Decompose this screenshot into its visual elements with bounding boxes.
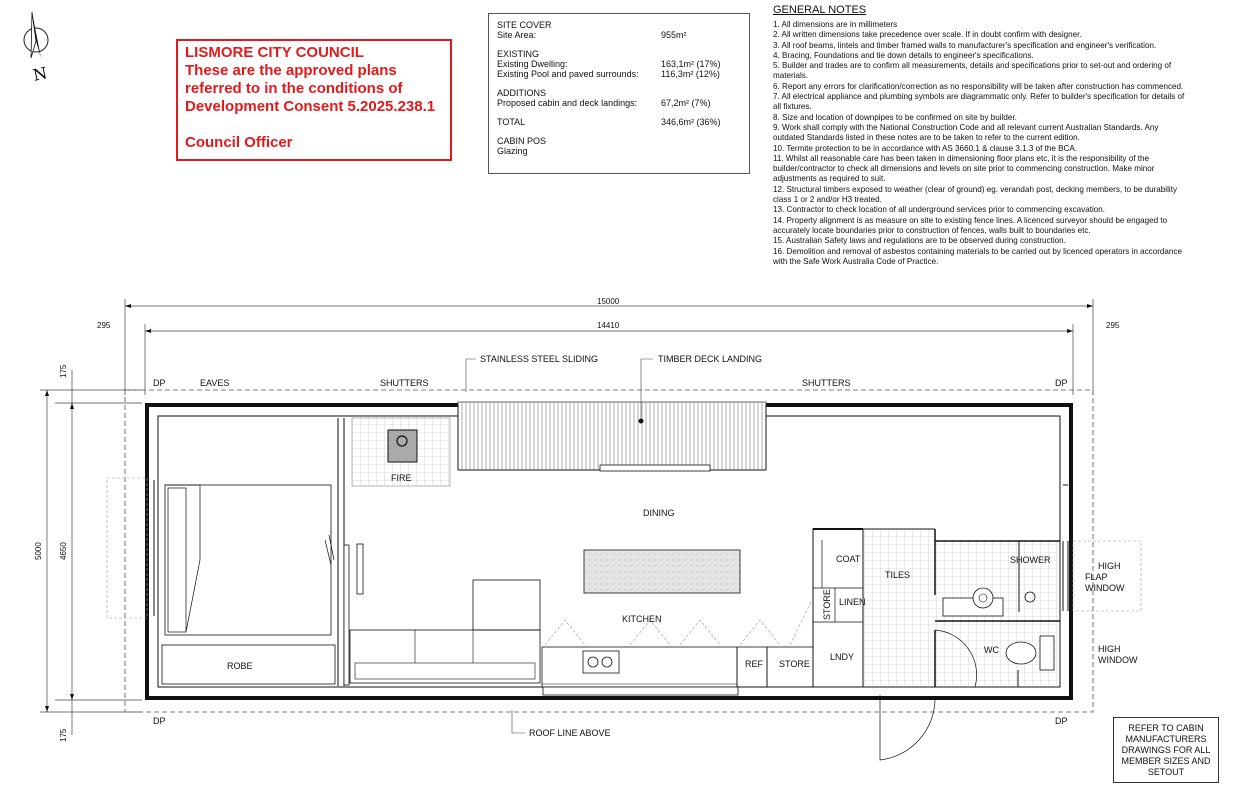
cabin-label: Proposed cabin and deck landings: (497, 98, 638, 108)
label-high-flap-2: FLAP (1085, 572, 1108, 582)
refer-line: SETOUT (1147, 767, 1185, 777)
pool-value: 116,3m² (12%) (661, 69, 720, 79)
dim-overall: 15000 (597, 297, 620, 306)
stamp-line-2: These are the approved plans (185, 62, 397, 79)
note-line: adjustments as required to suit. (773, 174, 886, 184)
label-high-window-2: WINDOW (1098, 655, 1138, 665)
label-store-vertical: STORE (822, 589, 832, 620)
site-cover-heading: SITE COVER (497, 20, 552, 30)
stamp-officer: Council Officer (185, 134, 293, 151)
label-shower: SHOWER (1010, 555, 1051, 565)
note-line: 2. All written dimensions take precedence over scale. If in doubt confirm with designer. (773, 30, 1082, 40)
label-ref: REF (745, 659, 763, 669)
note-line: 13. Contractor to check location of all underground services prior to commencing excavation. (773, 205, 1106, 215)
label-high-flap-1: HIGH (1098, 561, 1121, 571)
site-area-value: 955m² (661, 30, 687, 40)
pool-row (497, 69, 749, 79)
additions-heading: ADDITIONS (497, 88, 547, 98)
note-line: 14. Property alignment is as measure on site to existing fence lines. A licenced surveyor should be engaged to (773, 215, 1168, 225)
label-kitchen: KITCHEN (622, 614, 662, 624)
note-line: 15. Australian Safety laws and regulations are to be observed during construction. (773, 236, 1066, 246)
glazing-label: Glazing (497, 146, 528, 156)
stamp-line-3: referred to in the conditions of (185, 80, 403, 97)
dim-bottom-eave: 175 (59, 728, 68, 742)
dwelling-row (497, 59, 749, 69)
label-tiles: TILES (885, 570, 911, 580)
kitchen-island (584, 550, 740, 593)
note-line: outdated Standards listed in these notes are to be taken to refer to the current edition. (773, 133, 1080, 143)
stamp-line-4: Development Consent 5.2025.238.1 (185, 98, 436, 115)
note-line: 11. Whilst all reasonable care has been taken in dimensioning floor plans etc, it is the responsibility of the (773, 153, 1149, 163)
dwelling-value: 163,1m² (17%) (661, 59, 721, 69)
north-label: N (31, 63, 49, 85)
site-cover-table (488, 13, 750, 174)
note-line: 1. All dimensions are in millimeters (773, 20, 898, 29)
dim-depth-inner: 4650 (59, 542, 68, 560)
dim-depth-outer: 5000 (34, 542, 43, 560)
label-shutters-right: SHUTTERS (802, 378, 851, 388)
label-shutters-left: SHUTTERS (380, 378, 429, 388)
label-dp-bl: DP (153, 716, 166, 726)
note-line: builder/contractor to check all dimensions and levels on site prior to commencing construction. Make minor (773, 164, 1155, 174)
site-area-row (497, 30, 749, 40)
label-linen: LINEN (839, 597, 866, 607)
label-stainless: STAINLESS STEEL SLIDING (480, 354, 599, 364)
note-line: 10. Termite protection to be in accordance with AS 3660.1 & clause 3.1.3 of the BCA. (773, 143, 1077, 153)
cabin-row (497, 98, 749, 108)
dim-left-eave: 295 (97, 321, 111, 330)
pool-label: Existing Pool and paved surrounds: (497, 69, 639, 79)
label-deck: TIMBER DECK LANDING (658, 354, 763, 364)
label-store: STORE (779, 659, 810, 669)
label-roof-line: ROOF LINE ABOVE (529, 728, 611, 738)
note-line: 3. All roof beams, lintels and timber framed walls to manufacturer's specification and engineer's verification. (773, 40, 1157, 50)
label-eaves: EAVES (200, 378, 230, 388)
note-line: 7. All electrical appliance and plumbing symbols are diagrammatic only. Refer to builder's specification for details of (773, 92, 1185, 102)
note-line: 6. Report any errors for clarification/correction as no responsibility will be taken after construction has commenced. (773, 81, 1184, 91)
dim-top-eave: 175 (59, 364, 68, 378)
note-line: 16. Demolition and removal of asbestos containing materials to be carried out by licenced operators in accordance (773, 246, 1182, 256)
existing-heading: EXISTING (497, 49, 540, 59)
stamp-line-1: LISMORE CITY COUNCIL (185, 44, 364, 61)
site-area-label: Site Area: (497, 30, 537, 40)
note-line: 12. Structural timbers exposed to weather (clear of ground) eg. verandah post, decking members, to be durability (773, 184, 1177, 194)
refer-line: DRAWINGS FOR ALL (1121, 745, 1211, 755)
refer-note-box (1113, 717, 1219, 783)
note-line: 4. Bracing, Foundations and tie down details to engineer's specifications. (773, 50, 1034, 60)
refer-line: MANUFACTURERS (1125, 734, 1207, 744)
council-approval-stamp (176, 39, 452, 161)
label-dp-tr: DP (1055, 378, 1068, 388)
label-dining: DINING (643, 508, 675, 518)
cabin-pos-heading: CABIN POS (497, 136, 547, 146)
label-dp-br: DP (1055, 716, 1068, 726)
label-lndy: LNDY (830, 652, 855, 662)
note-line: with the Safe Work Australia Code of Practice. (773, 256, 939, 266)
label-fire: FIRE (391, 473, 412, 483)
note-line: class 1 or 2 and/or H3 treated. (773, 195, 882, 205)
total-row (497, 117, 749, 127)
note-line: 8. Size and location of downpipes to be confirmed on site by builder. (773, 112, 1017, 122)
note-line: accurately locate boundaries prior to construction of fences, walls built to boundaries etc. (773, 225, 1091, 235)
dim-right-eave: 295 (1106, 321, 1120, 330)
north-arrow-icon (24, 12, 49, 85)
dim-inner: 14410 (597, 321, 620, 330)
refer-line: REFER TO CABIN (1128, 723, 1204, 733)
label-high-window-1: HIGH (1098, 644, 1121, 654)
label-dp-tl: DP (153, 378, 166, 388)
general-notes (773, 4, 1249, 267)
total-label: TOTAL (497, 117, 526, 127)
cabin-value: 67,2m² (7%) (661, 98, 711, 108)
note-line: materials. (773, 71, 809, 81)
label-wc: WC (984, 645, 999, 655)
note-line: all fixtures. (773, 102, 812, 112)
label-robe: ROBE (227, 661, 253, 671)
note-line: 5. Builder and trades are to confirm all measurements, details and specifications prior to set-out and ordering of (773, 61, 1172, 71)
note-line: 9. Work shall comply with the National Construction Code and all relevant current Australian Standards. Any (773, 122, 1159, 132)
refer-line: MEMBER SIZES AND (1121, 756, 1211, 766)
label-high-flap-3: WINDOW (1085, 583, 1125, 593)
label-coat: COAT (836, 554, 861, 564)
deck-landing (458, 402, 766, 470)
dwelling-label: Existing Dwelling: (497, 59, 568, 69)
general-notes-heading: GENERAL NOTES (773, 4, 867, 16)
total-value: 346,6m² (36%) (661, 117, 721, 127)
